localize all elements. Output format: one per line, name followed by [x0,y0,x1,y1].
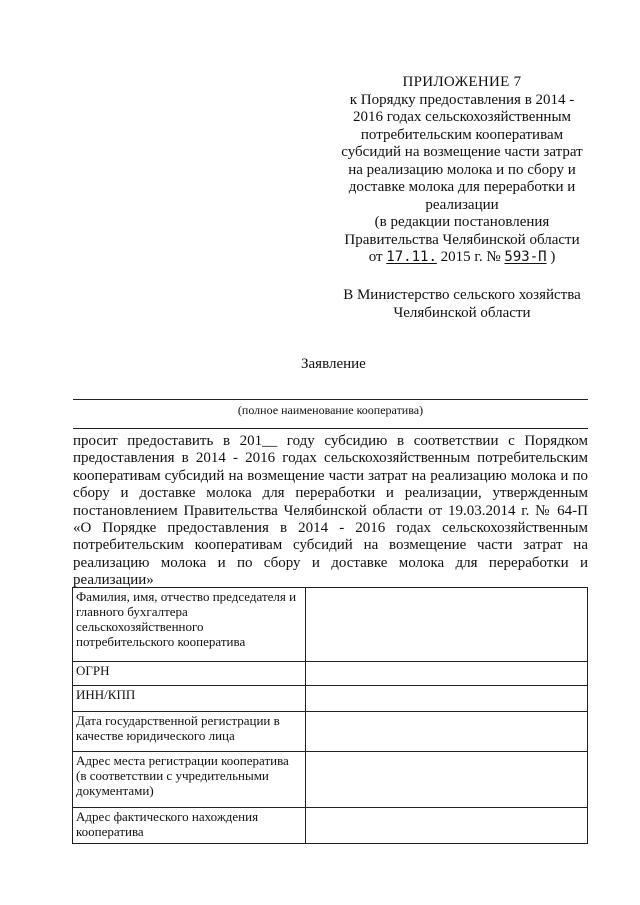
header-line: реализации [425,196,499,213]
body-line: кооперативам субсидий на возмещение части затрат на реализацию молока и по [73,467,588,484]
addressee-line: В Министерство сельского хозяйства [343,287,581,303]
year-text: 2015 г. № [440,249,501,265]
header-line: к Порядку предоставления в 2014 - [349,91,575,108]
table-row [73,662,588,686]
cooperative-info-table [72,587,588,844]
header-line: потребительским кооперативам [360,126,564,143]
table-row [73,752,588,808]
appendix-title: ПРИЛОЖЕНИЕ 7 [402,74,522,90]
close-paren: ) [550,249,556,265]
row-value[interactable] [306,662,588,686]
body-line: «О Порядке предоставления в 2014 - 2016 годах сельскохозяйственным [73,519,588,536]
resolution-date-line [318,249,606,267]
body-line: реализации» [73,572,154,589]
appendix-header [318,74,606,267]
header-line: (в редакции постановления [374,214,550,230]
row-label: Дата государственной регистрации в качестве юридического лица [73,712,306,752]
document-title: Заявление [301,356,366,372]
resolution-date: 17.11. [386,249,437,265]
cooperative-name-caption: (полное наименование кооператива) [237,403,424,417]
header-line: субсидий на возмещение части затрат [341,144,583,160]
row-value[interactable] [306,808,588,844]
application-text [73,433,588,590]
header-line: доставке молока для переработки и [348,179,576,195]
date-prefix: от [368,249,383,265]
addressee-block [318,287,606,322]
body-line: постановлением Правительства Челябинской области от 19.03.2014 г. № 64-П [73,502,588,519]
resolution-number: 593-П [504,249,547,265]
body-line: реализацию молока и по сбору и доставке молока для переработки и [73,554,588,571]
header-line: на реализацию молока и по сбору и [348,161,576,178]
body-line: просит предоставить в 201__ году субсидию в соответствии с Порядком [73,433,588,449]
row-value[interactable] [306,712,588,752]
header-line: 2016 годах сельскохозяйственным [352,109,572,125]
table-row [73,588,588,662]
row-label: ОГРН [73,662,306,686]
table-row [73,808,588,844]
addressee-line: Челябинской области [393,304,531,321]
header-line: Правительства Челябинской области [344,231,580,248]
cooperative-name-line [73,399,588,400]
divider [73,428,588,429]
body-line: потребительским кооперативам субсидий на возмещение части затрат на [73,537,588,554]
row-value[interactable] [306,752,588,808]
row-value[interactable] [306,588,588,662]
row-value[interactable] [306,686,588,712]
body-line: сбору и доставке молока для переработки и реализации, утвержденным [73,485,588,502]
body-line: предоставления в 2014 - 2016 годах сельскохозяйственным потребительским [73,450,588,467]
row-label: Адрес места регистрации кооператива (в соответствии с учредительными документами) [73,752,306,808]
row-label: Фамилия, имя, отчество председателя и главного бухгалтера сельскохозяйственного потребительского кооператива [73,588,306,662]
row-label: Адрес фактического нахождения кооператива [73,808,306,844]
table-row [73,686,588,712]
table-row [73,712,588,752]
row-label: ИНН/КПП [73,686,306,712]
